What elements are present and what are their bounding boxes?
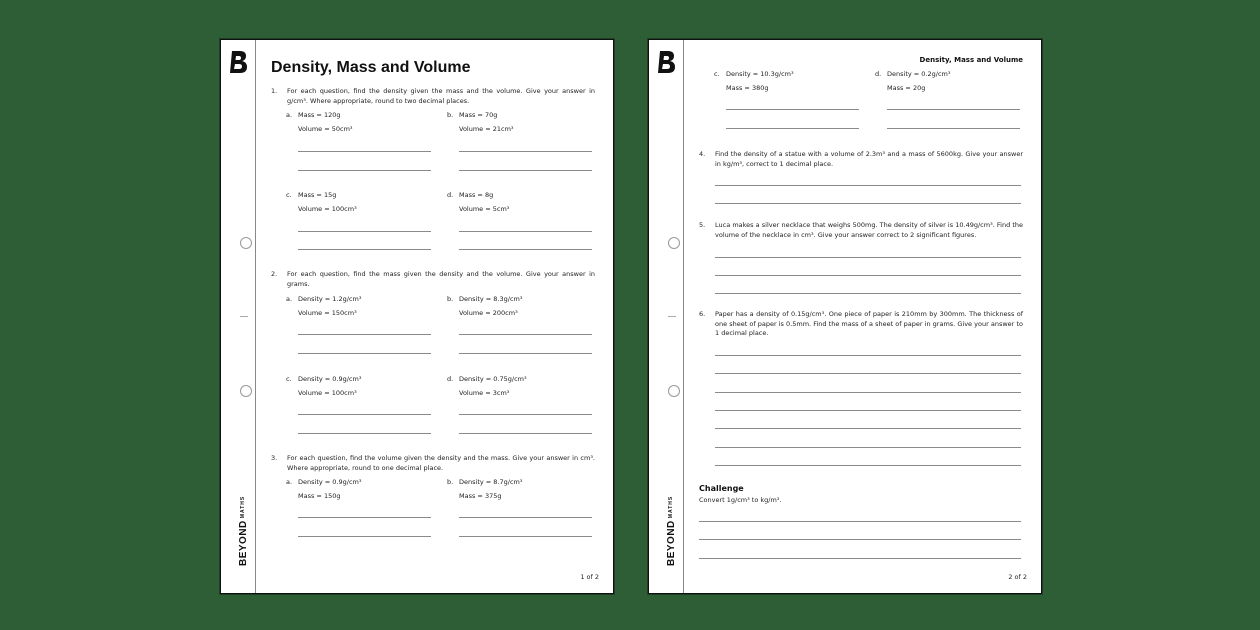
page-content: Density, Mass and Volume c. Density = 10.3g/cm³ Mass = 380g d. Density = 0.2g/cm³ Mass = 20g 4. Find the density of a statue with a volume of 2.3m³ and a mass of 5600kg. Give your answer in kg/m³, correct to 1 decimal place. 5. Luca makes a silver necklace that weighs 500mg. The density of silver is 10.49g/cm³. Find the volume of the necklace in cm³. Give your answer correct to 2 significant figures. 6. Paper has a density of 0.15g/cm³. One piece of paper is 210mm by 300mm. The thickness of one sheet of paper is 0.5mm. Find the mass of a sheet of paper in grams. Give your answer to 1 decimal place. Challenge Convert 1g/cm³ to kg/m³. 2 of 2: [699, 56, 1027, 581]
answer-line[interactable]: [715, 257, 1021, 258]
answer-line[interactable]: [715, 410, 1021, 411]
beyond-logo-icon: [657, 50, 677, 74]
answer-line[interactable]: [699, 539, 1021, 540]
page-title: Density, Mass and Volume: [271, 59, 471, 76]
binding-margin: [649, 40, 684, 593]
question-5: 5. Luca makes a silver necklace that weighs 500mg. The density of silver is 10.49g/cm³. Find the volume of the necklace in cm³. Give your answer correct to 2 significant figures.: [699, 221, 1023, 239]
worksheet-page-1: [220, 39, 614, 594]
answer-line[interactable]: [715, 465, 1021, 466]
answer-line[interactable]: [298, 414, 431, 415]
answer-line[interactable]: [715, 355, 1021, 356]
answer-line[interactable]: [459, 414, 592, 415]
answer-line[interactable]: [715, 293, 1021, 294]
answer-line[interactable]: [459, 517, 592, 518]
brand-logo: BEYONDMATHS: [238, 495, 249, 566]
brand-logo: BEYONDMATHS: [666, 495, 677, 566]
page-number: 2 of 2: [1008, 573, 1027, 581]
binding-margin: [221, 40, 256, 593]
answer-line[interactable]: [298, 353, 431, 354]
answer-line[interactable]: [715, 447, 1021, 448]
answer-line[interactable]: [459, 170, 592, 171]
answer-line[interactable]: [459, 536, 592, 537]
answer-line[interactable]: [726, 109, 859, 110]
page-number: 1 of 2: [580, 573, 599, 581]
answer-line[interactable]: [715, 203, 1021, 204]
question-6: 6. Paper has a density of 0.15g/cm³. One piece of paper is 210mm by 300mm. The thickness of one sheet of paper is 0.5mm. Find the mass of a sheet of paper in grams. Give your answer to 1 decimal place.: [699, 310, 1023, 337]
answer-line[interactable]: [715, 275, 1021, 276]
answer-line[interactable]: [715, 185, 1021, 186]
answer-line[interactable]: [298, 433, 431, 434]
answer-line[interactable]: [715, 373, 1021, 374]
answer-line[interactable]: [298, 517, 431, 518]
answer-line[interactable]: [459, 151, 592, 152]
answer-line[interactable]: [459, 433, 592, 434]
punch-hole-icon: [668, 237, 680, 249]
answer-line[interactable]: [298, 249, 431, 250]
answer-line[interactable]: [298, 536, 431, 537]
answer-line[interactable]: [726, 128, 859, 129]
worksheet-page-2: [648, 39, 1042, 594]
answer-line[interactable]: [715, 392, 1021, 393]
answer-line[interactable]: [887, 128, 1020, 129]
question-2: 2. For each question, find the mass given the density and the volume. Give your answer in grams.: [271, 270, 595, 288]
answer-line[interactable]: [459, 249, 592, 250]
answer-line[interactable]: [459, 353, 592, 354]
question-3: 3. For each question, find the volume given the density and the mass. Give your answer in cm³. Where appropriate, round to one decimal place.: [271, 454, 595, 472]
answer-line[interactable]: [715, 428, 1021, 429]
punch-hole-icon: [240, 237, 252, 249]
challenge-title: Challenge: [699, 484, 744, 493]
answer-line[interactable]: [298, 231, 431, 232]
punch-hole-icon: [240, 385, 252, 397]
answer-line[interactable]: [459, 231, 592, 232]
page-header: Density, Mass and Volume: [919, 56, 1023, 64]
beyond-logo-icon: [229, 50, 249, 74]
answer-line[interactable]: [699, 558, 1021, 559]
fold-mark: [668, 316, 676, 317]
page-content: Density, Mass and Volume 1. For each question, find the density given the mass and the volume. Give your answer in g/cm³. Where appropriate, round to two decimal places. a. Mass = 120g Volume = 50cm³ b. Mass = 70g Volume = 21cm³ c. Mass = 15g Volume = 100cm³ d. Mass = 8g Volume = 5cm³ 2. For each question, find the mass given the density and the volume. Give your answer in grams. a. Density = 1.2g/cm³ Volume = 150cm³ b. Density = 8.3g/cm³ Volume = 200cm³ c. Density = 0.9g/cm³ Volume = 100cm³ d. Density = 0.75g/cm³ Volume = 3cm³ 3. For each question, find the volume given the density and the mass. Give your answer in cm³. Where appropriate, round to one decimal place. a. Density = 0.9g/cm³ Mass = 150g b. Density = 8.7g/cm³ Mass = 375g 1 of 2: [271, 59, 599, 581]
answer-line[interactable]: [298, 170, 431, 171]
answer-line[interactable]: [699, 521, 1021, 522]
challenge-text: Convert 1g/cm³ to kg/m³.: [699, 496, 782, 504]
answer-line[interactable]: [887, 109, 1020, 110]
question-4: 4. Find the density of a statue with a volume of 2.3m³ and a mass of 5600kg. Give your answer in kg/m³, correct to 1 decimal place.: [699, 150, 1023, 168]
answer-line[interactable]: [298, 151, 431, 152]
fold-mark: [240, 316, 248, 317]
question-1: 1. For each question, find the density given the mass and the volume. Give your answer in g/cm³. Where appropriate, round to two decimal places.: [271, 87, 595, 105]
punch-hole-icon: [668, 385, 680, 397]
answer-line[interactable]: [459, 334, 592, 335]
answer-line[interactable]: [298, 334, 431, 335]
